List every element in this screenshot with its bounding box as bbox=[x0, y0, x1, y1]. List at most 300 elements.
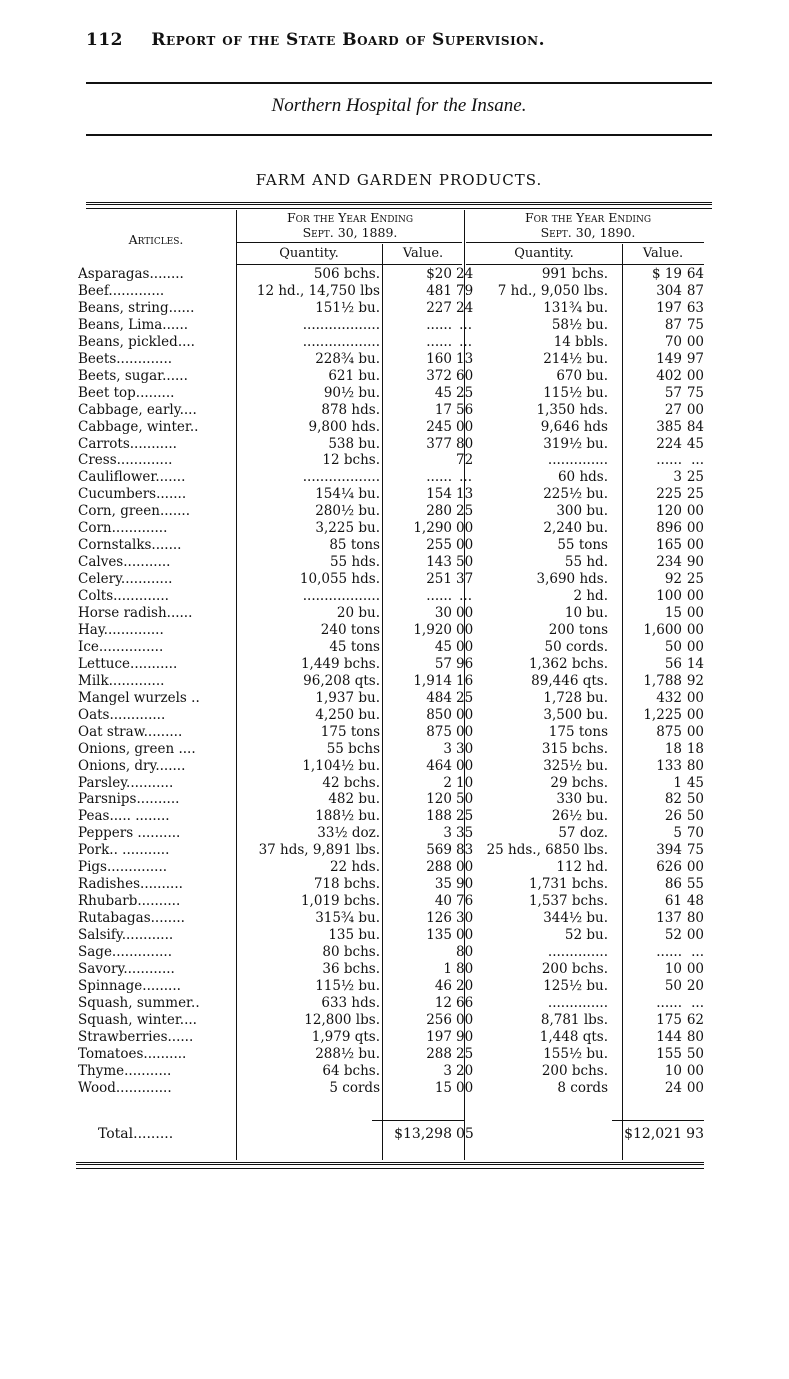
year1-value-cents: 30 bbox=[456, 740, 474, 757]
year2-value-dollars: 18 bbox=[664, 740, 682, 757]
year1-quantity: 3,225 bu. bbox=[315, 520, 380, 537]
year1-quantity: 1,104½ bu. bbox=[302, 757, 380, 774]
year2-quantity: 1,362 bchs. bbox=[528, 655, 608, 672]
year2-quantity-head: Quantity. bbox=[514, 246, 574, 261]
table-row bbox=[76, 266, 712, 282]
article-name: Beets, sugar...... bbox=[78, 367, 188, 384]
year1-value-dollars: ...... bbox=[426, 588, 452, 605]
year2-quantity: .............. bbox=[547, 944, 608, 960]
year1-value-dollars: 3 bbox=[443, 1062, 452, 1079]
article-name: Rhubarb.......... bbox=[78, 893, 181, 910]
year1-quantity: 482 bu. bbox=[328, 791, 380, 808]
year2-value-dollars: 385 bbox=[656, 418, 682, 435]
year1-quantity: 188½ bu. bbox=[315, 808, 380, 825]
year2-value-cents: 25 bbox=[686, 571, 704, 588]
year2-value-dollars: 50 bbox=[664, 638, 682, 655]
table-row bbox=[76, 537, 712, 553]
year1-value-dollars: 372 bbox=[426, 367, 452, 384]
year1-quantity: 1,979 qts. bbox=[311, 1028, 380, 1045]
year1-value-cents: 25 bbox=[456, 689, 474, 706]
year2-value-cents: 20 bbox=[686, 977, 704, 994]
table-row bbox=[76, 317, 712, 333]
year2-quantity: 2 hd. bbox=[573, 588, 608, 605]
year1-value-cents: 60 bbox=[456, 367, 474, 384]
year2-quantity: 670 bu. bbox=[556, 367, 608, 384]
year2-value-dollars: 70 bbox=[664, 333, 682, 350]
article-name: Pork.. ........... bbox=[78, 842, 170, 859]
year2-value-dollars: 56 bbox=[664, 655, 682, 672]
year1-value-cents: 16 bbox=[456, 672, 474, 689]
year2-value-dollars: 133 bbox=[656, 757, 682, 774]
year2-value-dollars: 61 bbox=[664, 893, 682, 910]
table-bottom-rule bbox=[76, 1162, 704, 1165]
year1-quantity: 4,250 bu. bbox=[315, 706, 380, 723]
year2-quantity: 330 bu. bbox=[556, 791, 608, 808]
article-name: Tomatoes.......... bbox=[78, 1045, 187, 1062]
year1-value-cents: 00 bbox=[456, 520, 474, 537]
year1-value-dollars: 160 bbox=[426, 350, 452, 367]
year1-value-dollars: 15 bbox=[434, 1079, 452, 1096]
total-rule-year1 bbox=[372, 1120, 464, 1121]
year1-value-dollars: 120 bbox=[426, 791, 452, 808]
year2-quantity: 1,731 bchs. bbox=[528, 876, 608, 893]
year1-value-cents: 24 bbox=[456, 266, 474, 282]
year2-value-cents: 00 bbox=[686, 621, 704, 638]
year1-value-cents: 76 bbox=[456, 893, 474, 910]
table-top-rule bbox=[86, 202, 712, 205]
year1-value-cents: 25 bbox=[456, 503, 474, 520]
year2-heading-line2: Sept. 30, 1890. bbox=[540, 225, 636, 240]
year1-value-dollars: 188 bbox=[426, 808, 452, 825]
year2-quantity: 9,646 hds bbox=[540, 418, 608, 435]
table-row bbox=[76, 1080, 712, 1096]
year2-value-dollars: 144 bbox=[656, 1028, 682, 1045]
year2-value-dollars: 26 bbox=[664, 808, 682, 825]
year1-value-cents: 25 bbox=[456, 384, 474, 401]
year1-value-dollars: ...... bbox=[426, 316, 452, 333]
total-row bbox=[76, 1126, 712, 1144]
year2-value-dollars: 10 bbox=[664, 960, 682, 977]
year2-quantity: 319½ bu. bbox=[543, 435, 608, 452]
article-name: Beans, pickled.... bbox=[78, 333, 195, 350]
year1-quantity: 1,449 bchs. bbox=[300, 655, 380, 672]
year1-value-dollars: $20 bbox=[426, 266, 452, 282]
article-name: Cabbage, early.... bbox=[78, 401, 197, 418]
article-name: Oat straw......... bbox=[78, 723, 183, 740]
year2-value-dollars: 15 bbox=[664, 605, 682, 621]
year2-value-cents: 63 bbox=[686, 299, 704, 316]
table-row bbox=[76, 334, 712, 350]
year2-quantity: 57 doz. bbox=[558, 825, 608, 842]
year1-quantity: 135 bu. bbox=[328, 927, 380, 944]
year2-quantity: 1,728 bu. bbox=[543, 689, 608, 706]
year1-value-cents: 00 bbox=[456, 537, 474, 554]
year2-value-cents: 00 bbox=[686, 367, 704, 384]
year2-value-cents: 97 bbox=[686, 350, 704, 367]
year1-value-dollars: 280 bbox=[426, 503, 452, 520]
year1-value-cents: 90 bbox=[456, 876, 474, 893]
year2-subhead-rule bbox=[466, 264, 704, 265]
year2-value-cents: 45 bbox=[686, 774, 704, 791]
table-row bbox=[76, 808, 712, 824]
year2-quantity: 50 cords. bbox=[544, 638, 608, 655]
year2-heading-line1: For the Year Ending bbox=[524, 210, 652, 225]
table-row bbox=[76, 520, 712, 536]
article-name: Cauliflower....... bbox=[78, 469, 186, 486]
table-row bbox=[76, 486, 712, 502]
year2-value-dollars: 1,225 bbox=[643, 706, 682, 723]
running-title: Report of the State Board of Supervision. bbox=[151, 30, 546, 50]
year1-value-dollars: 227 bbox=[426, 299, 452, 316]
table-row bbox=[76, 724, 712, 740]
year2-value-dollars: 3 bbox=[673, 469, 682, 486]
year1-value-dollars: 850 bbox=[426, 706, 452, 723]
year1-quantity: 5 cords bbox=[329, 1079, 380, 1096]
year1-value-cents: 80 bbox=[456, 960, 474, 977]
year1-quantity: 80 bchs. bbox=[322, 944, 380, 960]
year1-value-cents: 56 bbox=[456, 401, 474, 418]
year1-value-dollars: 45 bbox=[434, 638, 452, 655]
year1-quantity: 20 bu. bbox=[336, 605, 380, 621]
year2-value-dollars: 875 bbox=[656, 723, 682, 740]
year2-value-cents: 00 bbox=[686, 588, 704, 605]
year2-value-dollars: 137 bbox=[656, 910, 682, 927]
year2-value-cents: 00 bbox=[686, 960, 704, 977]
article-name: Calves........... bbox=[78, 554, 171, 571]
table-row bbox=[76, 452, 712, 468]
year1-value-dollars: 30 bbox=[434, 605, 452, 621]
year2-value-cents: 00 bbox=[686, 503, 704, 520]
year2-value-cents: ... bbox=[691, 944, 704, 960]
year2-quantity: 200 bchs. bbox=[541, 1062, 608, 1079]
article-name: Peppers .......... bbox=[78, 825, 181, 842]
year2-value-dollars: 92 bbox=[664, 571, 682, 588]
year2-quantity: 300 bu. bbox=[556, 503, 608, 520]
year1-quantity: 12 bchs. bbox=[322, 452, 380, 469]
year1-value-dollars: 154 bbox=[426, 486, 452, 503]
year2-value-cents: 80 bbox=[686, 757, 704, 774]
year2-value-cents: 00 bbox=[686, 723, 704, 740]
year1-quantity: 151½ bu. bbox=[315, 299, 380, 316]
table-row bbox=[76, 622, 712, 638]
year2-quantity: 325½ bu. bbox=[543, 757, 608, 774]
year2-quantity: 52 bu. bbox=[564, 927, 608, 944]
year2-value-cents: 00 bbox=[686, 689, 704, 706]
article-name: Cress............. bbox=[78, 452, 173, 469]
year2-value-dollars: 225 bbox=[656, 486, 682, 503]
year1-value-cents: 10 bbox=[456, 774, 474, 791]
article-name: Spinnage......... bbox=[78, 977, 181, 994]
year2-value-cents: 00 bbox=[686, 706, 704, 723]
year1-value-dollars: 46 bbox=[434, 977, 452, 994]
year2-quantity: 175 tons bbox=[548, 723, 608, 740]
table-row bbox=[76, 741, 712, 757]
table-row bbox=[76, 351, 712, 367]
table-row bbox=[76, 1046, 712, 1062]
year2-value-cents: 92 bbox=[686, 672, 704, 689]
year2-value-dollars: 402 bbox=[656, 367, 682, 384]
article-name: Squash, winter.... bbox=[78, 1011, 197, 1028]
year2-value-dollars: 155 bbox=[656, 1045, 682, 1062]
year1-heading-line2: Sept. 30, 1889. bbox=[302, 225, 398, 240]
year2-value-cents: 00 bbox=[686, 638, 704, 655]
year1-quantity: 10,055 hds. bbox=[299, 571, 380, 588]
year1-value-dollars: 17 bbox=[434, 401, 452, 418]
year2-value-cents: 00 bbox=[686, 333, 704, 350]
year1-value-cents: 00 bbox=[456, 757, 474, 774]
table-row bbox=[76, 910, 712, 926]
year2-value-cents: 00 bbox=[686, 520, 704, 537]
year2-quantity: 991 bchs. bbox=[541, 266, 608, 282]
article-name: Salsify............ bbox=[78, 927, 174, 944]
year1-value-dollars: 45 bbox=[434, 384, 452, 401]
year1-value-dollars: 256 bbox=[426, 1011, 452, 1028]
article-name: Celery............ bbox=[78, 571, 173, 588]
year2-value-dollars: 197 bbox=[656, 299, 682, 316]
year1-value-dollars: 126 bbox=[426, 910, 452, 927]
article-name: Pigs.............. bbox=[78, 859, 168, 876]
year1-quantity: 315¾ bu. bbox=[315, 910, 380, 927]
year2-value-cents: ... bbox=[691, 452, 704, 469]
total-year2-dollars: $12,021 bbox=[624, 1126, 682, 1142]
table-row bbox=[76, 571, 712, 587]
year2-quantity: 8,781 lbs. bbox=[540, 1011, 608, 1028]
table-row bbox=[76, 503, 712, 519]
year2-value-dollars: 304 bbox=[656, 282, 682, 299]
year2-quantity: 1,537 bchs. bbox=[528, 893, 608, 910]
year2-value-cents: 50 bbox=[686, 808, 704, 825]
year1-value-cents: 20 bbox=[456, 977, 474, 994]
year2-quantity: 89,446 qts. bbox=[531, 672, 608, 689]
year1-value-cents: 13 bbox=[456, 486, 474, 503]
table-bottom-rule-inner bbox=[76, 1168, 704, 1169]
year2-value-dollars: ...... bbox=[656, 994, 682, 1011]
year1-heading-rule bbox=[236, 242, 462, 243]
table-row bbox=[76, 1063, 712, 1079]
table-row bbox=[76, 690, 712, 706]
year2-value-dollars: 149 bbox=[656, 350, 682, 367]
year1-value-dollars: 135 bbox=[426, 927, 452, 944]
year1-value-dollars: 875 bbox=[426, 723, 452, 740]
year1-value-cents: 30 bbox=[456, 910, 474, 927]
year1-value-cents: 25 bbox=[456, 808, 474, 825]
year1-quantity-head: Quantity. bbox=[279, 246, 339, 261]
year1-value-cents: 25 bbox=[456, 1045, 474, 1062]
year2-quantity: 200 tons bbox=[548, 621, 608, 638]
year2-value-cents: 18 bbox=[686, 740, 704, 757]
year1-value-dollars: 288 bbox=[426, 1045, 452, 1062]
year2-value-cents: 70 bbox=[686, 825, 704, 842]
year2-quantity: 55 tons bbox=[557, 537, 608, 554]
article-name: Corn, green....... bbox=[78, 503, 190, 520]
table-row bbox=[76, 825, 712, 841]
article-name: Cornstalks....... bbox=[78, 537, 182, 554]
year2-value-cents: 80 bbox=[686, 910, 704, 927]
article-name: Onions, green .... bbox=[78, 740, 196, 757]
year2-value-dollars: 100 bbox=[656, 588, 682, 605]
year2-value-cents: 25 bbox=[686, 486, 704, 503]
page-header bbox=[86, 30, 706, 50]
year2-value-dollars: 626 bbox=[656, 859, 682, 876]
year2-value-cents: 00 bbox=[686, 1079, 704, 1096]
year2-value-cents: 64 bbox=[686, 266, 704, 282]
year2-value-dollars: 10 bbox=[664, 1062, 682, 1079]
year1-value-cents: 72 bbox=[456, 452, 474, 469]
year2-quantity: 3,690 hds. bbox=[536, 571, 608, 588]
total-label: Total......... bbox=[98, 1126, 174, 1142]
year1-quantity: 878 hds. bbox=[321, 401, 380, 418]
year1-value-cents: 37 bbox=[456, 571, 474, 588]
year2-value-cents: 00 bbox=[686, 401, 704, 418]
year1-quantity: 90½ bu. bbox=[323, 384, 380, 401]
year2-quantity: .............. bbox=[547, 452, 608, 469]
table-row bbox=[76, 402, 712, 418]
article-name: Parsnips.......... bbox=[78, 791, 180, 808]
table-row bbox=[76, 893, 712, 909]
table-row bbox=[76, 758, 712, 774]
year1-quantity: 37 hds, 9,891 lbs. bbox=[258, 842, 380, 859]
year2-quantity: 55 hd. bbox=[564, 554, 608, 571]
year2-quantity: 2,240 bu. bbox=[543, 520, 608, 537]
year1-value-dollars: 35 bbox=[434, 876, 452, 893]
year1-quantity: 115½ bu. bbox=[315, 977, 380, 994]
year2-value-dollars: 1,600 bbox=[643, 621, 682, 638]
year1-value-dollars: 245 bbox=[426, 418, 452, 435]
rule-under-title bbox=[86, 134, 712, 136]
year1-value-cents: 24 bbox=[456, 299, 474, 316]
year2-value-dollars: 57 bbox=[664, 384, 682, 401]
article-name: Beans, string...... bbox=[78, 299, 195, 316]
year1-value-dollars: 464 bbox=[426, 757, 452, 774]
year1-value-cents: 00 bbox=[456, 1011, 474, 1028]
table-row bbox=[76, 995, 712, 1011]
year2-quantity: 14 bbls. bbox=[553, 333, 608, 350]
year2-value-cents: 50 bbox=[686, 1045, 704, 1062]
table-row bbox=[76, 859, 712, 875]
year2-quantity: 115½ bu. bbox=[543, 384, 608, 401]
year1-value-cents: 83 bbox=[456, 842, 474, 859]
article-name: Squash, summer.. bbox=[78, 994, 200, 1011]
year1-value-cents: 00 bbox=[456, 638, 474, 655]
year1-value-cents: 00 bbox=[456, 418, 474, 435]
year2-heading-rule bbox=[466, 242, 704, 243]
article-name: Milk............. bbox=[78, 672, 165, 689]
year1-value-dollars: 377 bbox=[426, 435, 452, 452]
table-row bbox=[76, 1012, 712, 1028]
year2-quantity: 225½ bu. bbox=[543, 486, 608, 503]
year2-value-dollars: 86 bbox=[664, 876, 682, 893]
year1-value-cents: 00 bbox=[456, 706, 474, 723]
table-row bbox=[76, 385, 712, 401]
page-number: 112 bbox=[86, 30, 123, 50]
year1-quantity: 633 hds. bbox=[321, 994, 380, 1011]
year2-value-dollars: 50 bbox=[664, 977, 682, 994]
total-rule-year2 bbox=[612, 1120, 704, 1121]
year2-quantity: 155½ bu. bbox=[543, 1045, 608, 1062]
year2-value-cents: 62 bbox=[686, 1011, 704, 1028]
year2-value-dollars: 1,788 bbox=[643, 672, 682, 689]
year1-value-dollars: 12 bbox=[434, 994, 452, 1011]
year2-value-dollars: 224 bbox=[656, 435, 682, 452]
table-row bbox=[76, 469, 712, 485]
year1-value-dollars: 288 bbox=[426, 859, 452, 876]
rule-top bbox=[86, 82, 712, 84]
article-name: Hay.............. bbox=[78, 621, 164, 638]
year1-value-dollars: 251 bbox=[426, 571, 452, 588]
year2-quantity: 200 bchs. bbox=[541, 960, 608, 977]
table-row bbox=[76, 588, 712, 604]
article-name: Rutabagas........ bbox=[78, 910, 185, 927]
year2-value-dollars: 120 bbox=[656, 503, 682, 520]
article-name: Wood............. bbox=[78, 1079, 172, 1096]
year2-quantity: 26½ bu. bbox=[551, 808, 608, 825]
article-name: Radishes.......... bbox=[78, 876, 183, 893]
year2-value-dollars: $ 19 bbox=[651, 266, 682, 282]
year2-value-cents: 48 bbox=[686, 893, 704, 910]
year2-value-dollars: 52 bbox=[664, 927, 682, 944]
year2-quantity: 125½ bu. bbox=[543, 977, 608, 994]
table-row bbox=[76, 368, 712, 384]
year2-value-cents: 75 bbox=[686, 384, 704, 401]
year1-quantity: 538 bu. bbox=[328, 435, 380, 452]
year1-value-dollars: 569 bbox=[426, 842, 452, 859]
year2-value-dollars: 82 bbox=[664, 791, 682, 808]
year2-value-dollars: ...... bbox=[656, 452, 682, 469]
year1-quantity: 96,208 qts. bbox=[303, 672, 380, 689]
year1-quantity: 12 hd., 14,750 lbs bbox=[256, 282, 380, 299]
year2-value-cents: 55 bbox=[686, 876, 704, 893]
article-name: Beet top......... bbox=[78, 384, 175, 401]
year1-quantity: .................. bbox=[302, 333, 380, 350]
year1-value-cents: 00 bbox=[456, 927, 474, 944]
year1-value-cents: 90 bbox=[456, 1028, 474, 1045]
year1-value-cents: ... bbox=[459, 333, 472, 350]
year2-value-dollars: 87 bbox=[664, 316, 682, 333]
table-row bbox=[76, 419, 712, 435]
year1-value-dollars: 1 bbox=[443, 960, 452, 977]
year2-value-cents: 80 bbox=[686, 1028, 704, 1045]
year1-value-cents: ... bbox=[459, 316, 472, 333]
year1-value-cents: 00 bbox=[456, 859, 474, 876]
year1-quantity: 45 tons bbox=[329, 638, 380, 655]
year1-value-dollars: 1,290 bbox=[413, 520, 452, 537]
year2-quantity: 315 bchs. bbox=[541, 740, 608, 757]
year2-quantity: 29 bchs. bbox=[550, 774, 608, 791]
year1-value-dollars: 481 bbox=[426, 282, 452, 299]
article-name: Colts............. bbox=[78, 588, 169, 605]
year2-quantity: 214½ bu. bbox=[543, 350, 608, 367]
article-name: Thyme........... bbox=[78, 1062, 172, 1079]
year2-value-dollars: ...... bbox=[656, 944, 682, 960]
year1-heading-line1: For the Year Ending bbox=[286, 210, 414, 225]
year2-quantity: 7 hd., 9,050 lbs. bbox=[497, 282, 608, 299]
year1-value-cents: 00 bbox=[456, 605, 474, 621]
year2-value-cents: 45 bbox=[686, 435, 704, 452]
year1-value-cents: 50 bbox=[456, 554, 474, 571]
year2-quantity: 58½ bu. bbox=[551, 316, 608, 333]
year1-value-dollars: 255 bbox=[426, 537, 452, 554]
year1-quantity: 288½ bu. bbox=[315, 1045, 380, 1062]
year1-quantity: 228¾ bu. bbox=[315, 350, 380, 367]
year1-value-dollars: 1,920 bbox=[413, 621, 452, 638]
article-name: Peas..... ........ bbox=[78, 808, 170, 825]
table-row bbox=[76, 944, 712, 960]
year1-quantity: 12,800 lbs. bbox=[304, 1011, 380, 1028]
article-name: Oats............. bbox=[78, 706, 166, 723]
year2-value-cents: 75 bbox=[686, 316, 704, 333]
year2-quantity: 10 bu. bbox=[564, 605, 608, 621]
year1-value-cents: 96 bbox=[456, 655, 474, 672]
